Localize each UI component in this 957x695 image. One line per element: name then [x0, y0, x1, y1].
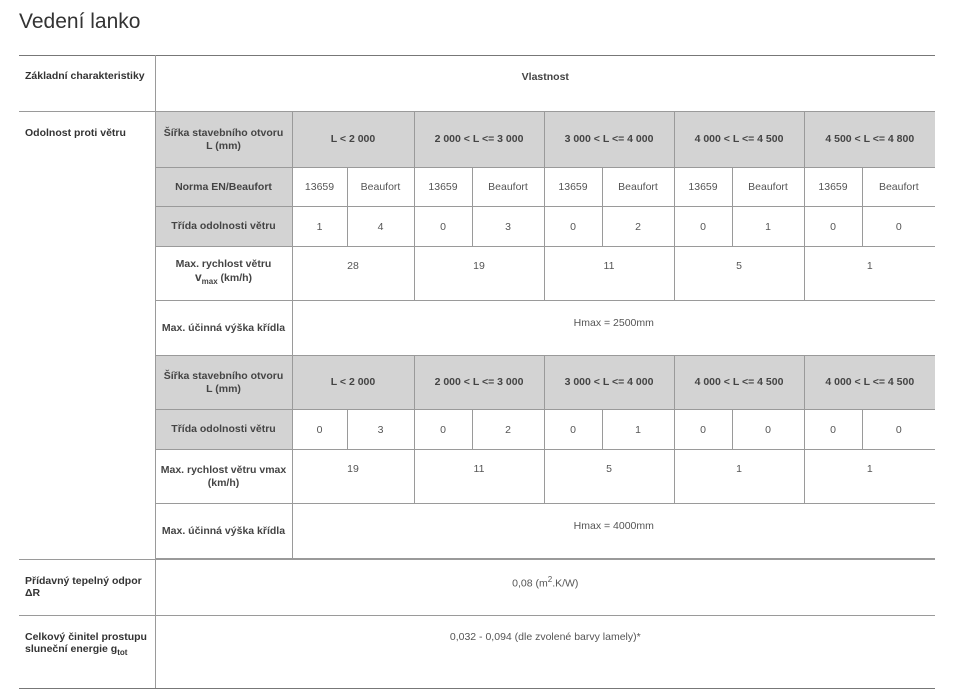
- class-cell: 0: [674, 410, 732, 450]
- width-label: Šířka stavebního otvoru L (mm): [155, 112, 292, 168]
- norm-row: [19, 168, 935, 207]
- speed-cell: 11: [414, 450, 544, 504]
- class-cell: 0: [414, 207, 472, 247]
- height-label: Max. účinná výška křídla: [155, 301, 292, 356]
- wind-width-row-2: [19, 356, 935, 410]
- solar-row: [19, 616, 935, 689]
- speed-cell: 19: [414, 247, 544, 301]
- norm-cell: 13659: [804, 168, 862, 207]
- class-cell: 3: [347, 410, 414, 450]
- speed-cell: 1: [804, 247, 935, 301]
- range-cell: 4 000 < L <= 4 500: [674, 356, 804, 410]
- page-title: Vedení lanko: [19, 10, 141, 33]
- speed-cell: 11: [544, 247, 674, 301]
- height-value: Hmax = 2500mm: [292, 301, 935, 356]
- speed-row-1: [19, 247, 935, 301]
- wind-resistance-label: Odolnost proti větru: [19, 112, 155, 560]
- range-cell: L < 2 000: [292, 112, 414, 168]
- speed-cell: 5: [544, 450, 674, 504]
- class-cell: 0: [544, 410, 602, 450]
- class-cell: 4: [347, 207, 414, 247]
- spec-table: [19, 55, 935, 689]
- norm-cell: 13659: [674, 168, 732, 207]
- thermal-value: 0,08 $(m^2.K/W)$: [155, 560, 935, 616]
- speed-cell: 28: [292, 247, 414, 301]
- class-cell: 3: [472, 207, 544, 247]
- class-cell: 0: [732, 410, 804, 450]
- width-label: Šířka stavebního otvoru L (mm): [155, 356, 292, 410]
- class-cell: 0: [862, 410, 935, 450]
- range-cell: 2 000 < L <= 3 000: [414, 112, 544, 168]
- class-cell: 0: [292, 410, 347, 450]
- speed-cell: 19: [292, 450, 414, 504]
- class-row-1: [19, 207, 935, 247]
- norm-cell: 13659: [292, 168, 347, 207]
- norm-label: Norma EN/Beaufort: [155, 168, 292, 207]
- range-cell: 2 000 < L <= 3 000: [414, 356, 544, 410]
- solar-label: Celkový činitel prostupu sluneční energie $g_{tot}$: [19, 616, 155, 689]
- norm-cell: 13659: [544, 168, 602, 207]
- range-cell: 4 500 < L <= 4 800: [804, 112, 935, 168]
- range-cell: 4 000 < L <= 4 500: [674, 112, 804, 168]
- class-cell: 1: [732, 207, 804, 247]
- height-row-1: [19, 301, 935, 356]
- speed-label: Max. rychlost větru vmax (km/h): [155, 450, 292, 504]
- range-cell: L < 2 000: [292, 356, 414, 410]
- height-label: Max. účinná výška křídla: [155, 504, 292, 559]
- norm-cell: Beaufort: [602, 168, 674, 207]
- class-label: Třída odolnosti větru: [155, 207, 292, 247]
- range-cell: 3 000 < L <= 4 000: [544, 356, 674, 410]
- class-cell: 0: [544, 207, 602, 247]
- thermal-label: Přídavný tepelný odpor ΔR: [19, 560, 155, 616]
- col-label-header: Základní charakteristiky: [19, 56, 155, 112]
- wind-width-row-1: [19, 112, 935, 168]
- norm-cell: Beaufort: [347, 168, 414, 207]
- norm-cell: Beaufort: [862, 168, 935, 207]
- class-cell: 0: [414, 410, 472, 450]
- speed-cell: 5: [674, 247, 804, 301]
- speed-cell: 1: [804, 450, 935, 504]
- norm-cell: Beaufort: [472, 168, 544, 207]
- speed-label: Max. rychlost větru $v_{max}$ (km/h): [155, 247, 292, 301]
- class-cell: 0: [862, 207, 935, 247]
- col-value-header: Vlastnost: [155, 56, 935, 112]
- class-cell: 0: [804, 207, 862, 247]
- class-cell: 1: [292, 207, 347, 247]
- class-cell: 2: [602, 207, 674, 247]
- norm-cell: 13659: [414, 168, 472, 207]
- class-cell: 0: [674, 207, 732, 247]
- range-cell: 4 000 < L <= 4 500: [804, 356, 935, 410]
- class-cell: 2: [472, 410, 544, 450]
- range-cell: 3 000 < L <= 4 000: [544, 112, 674, 168]
- header-row: [19, 56, 935, 112]
- class-label: Třída odolnosti větru: [155, 410, 292, 450]
- class-row-2: [19, 410, 935, 450]
- solar-value: 0,032 - 0,094 (dle zvolené barvy lamely)*: [155, 616, 935, 689]
- norm-cell: Beaufort: [732, 168, 804, 207]
- height-value: Hmax = 4000mm: [292, 504, 935, 559]
- speed-cell: 1: [674, 450, 804, 504]
- height-row-2: [19, 504, 935, 559]
- class-cell: 0: [804, 410, 862, 450]
- class-cell: 1: [602, 410, 674, 450]
- speed-row-2: [19, 450, 935, 504]
- thermal-row: [19, 560, 935, 616]
